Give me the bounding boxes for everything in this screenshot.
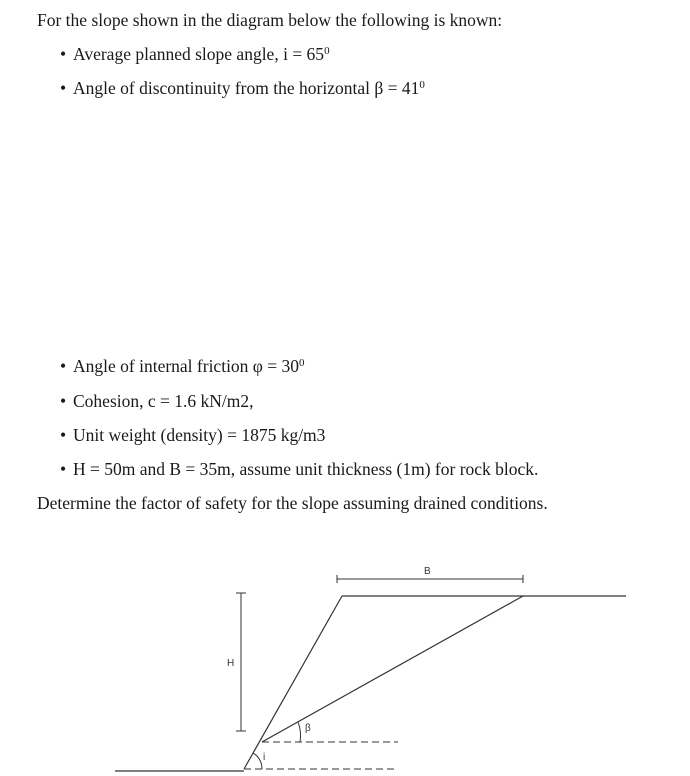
list-item-dimensions xyxy=(60,458,538,480)
bullet-marker: • xyxy=(60,78,67,98)
list-item-text: Unit weight (density) = 1875 kg/m3 xyxy=(73,425,326,445)
bullet-marker: • xyxy=(60,44,67,64)
bullet-marker: • xyxy=(60,425,67,445)
label-i: i xyxy=(263,752,266,763)
degree-superscript: 0 xyxy=(299,357,305,369)
bullet-marker: • xyxy=(60,391,67,411)
label-beta: β xyxy=(305,723,311,734)
slope-face xyxy=(244,596,342,769)
list-item-text: Angle of internal friction φ = 30 xyxy=(73,356,300,376)
list-item-text: Cohesion, c = 1.6 kN/m2, xyxy=(73,391,254,411)
problem-task: Determine the factor of safety for the slope assuming drained conditions. xyxy=(37,493,548,513)
list-item-text: H = 50m and B = 35m, assume unit thickness (1m) for rock block. xyxy=(73,459,539,479)
degree-superscript: 0 xyxy=(324,45,330,57)
list-item-text: Angle of discontinuity from the horizontal β = 41 xyxy=(73,78,420,98)
bullet-marker: • xyxy=(60,356,67,376)
angle-arc-i xyxy=(253,753,262,769)
label-b: B xyxy=(424,566,431,577)
angle-arc-beta xyxy=(298,722,301,742)
list-item-cohesion xyxy=(60,390,254,412)
list-item-unit-weight xyxy=(60,424,325,446)
problem-intro: For the slope shown in the diagram below the following is known: xyxy=(37,10,503,30)
degree-superscript: 0 xyxy=(419,79,425,91)
list-item-friction-angle xyxy=(60,355,305,377)
label-h: H xyxy=(227,658,235,669)
list-item-discontinuity-angle xyxy=(60,77,425,99)
bullet-marker: • xyxy=(60,459,67,479)
list-item-text: Average planned slope angle, i = 65 xyxy=(73,44,325,64)
slope-diagram xyxy=(0,540,690,776)
list-item-slope-angle xyxy=(60,43,330,65)
